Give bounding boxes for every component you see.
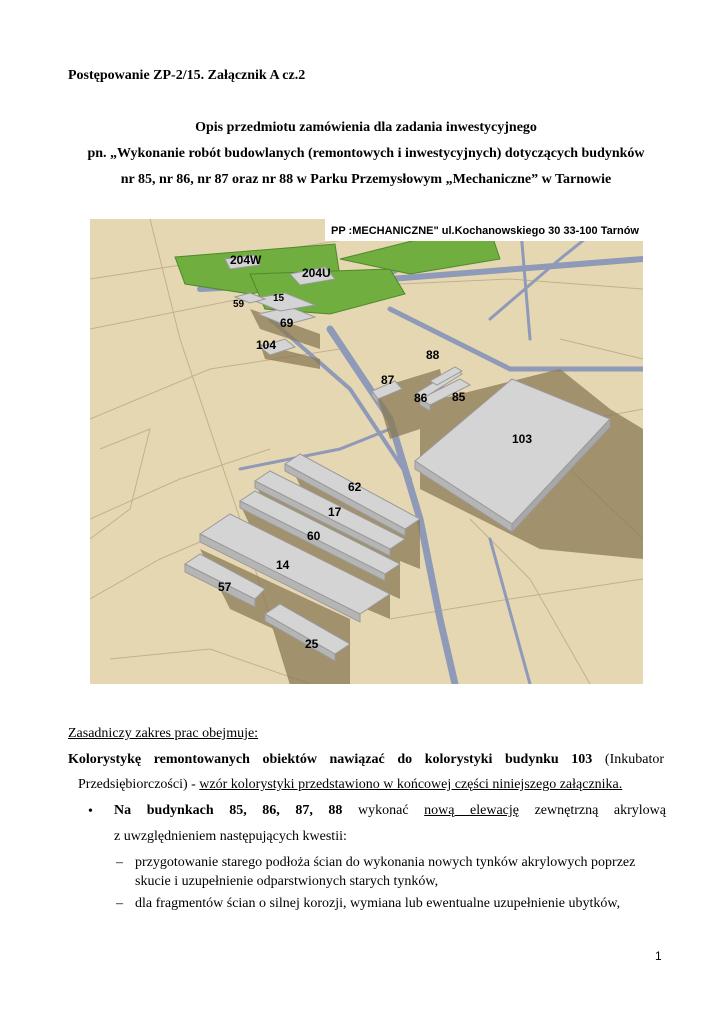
map-label: 69 [280, 316, 294, 330]
map-label: 88 [426, 348, 440, 362]
dash-item-1-line-1: przygotowanie starego podłoża ścian do wykonania nowych tynków akrylowych poprzez [135, 855, 636, 870]
paragraph-paren: (Inkubator [604, 752, 664, 767]
map-label: 15 [273, 293, 285, 304]
scope-heading: Zasadniczy zakres prac obejmuje: [68, 726, 259, 741]
dash-marker: – [116, 855, 123, 870]
dash-marker: – [116, 896, 123, 911]
paragraph-line2-start: Przedsiębiorczości) - [78, 777, 200, 792]
title-line-3: nr 85, nr 86, nr 87 oraz nr 88 w Parku Przemysłowym „Mechaniczne” w Tarnowie [120, 172, 612, 187]
map-label: 204U [302, 266, 331, 280]
dash-item-2-line-1: dla fragmentów ścian o silnej korozji, wymiana lub ewentualne uzupełnienie ubytków, [135, 896, 621, 911]
map-label: 62 [348, 480, 362, 494]
site-map-image [90, 219, 643, 684]
map-label: 59 [233, 299, 245, 310]
page-number: 1 [655, 949, 662, 963]
paragraph-line-2 [78, 777, 622, 793]
map-label: 60 [307, 529, 321, 543]
bullet-line-2: z uwzględnieniem następujących kwestii: [114, 829, 347, 844]
map-banner: PP :MECHANICZNE" ul.Kochanowskiego 30 33-100 Tarnów [331, 225, 639, 237]
bullet-text1: wykonać [358, 803, 409, 818]
map-label: 87 [381, 373, 395, 387]
map-label: 103 [512, 432, 533, 446]
paragraph-link[interactable]: wzór kolorystyki przedstawiono w końcowej części niniejszego załącznika. [199, 777, 623, 792]
bullet-bold: Na budynkach 85, 86, 87, 88 [114, 803, 343, 818]
title-line-2: pn. „Wykonanie robót budowlanych (remontowych i inwestycyjnych) dotyczących budynków [87, 146, 645, 161]
bullet-link[interactable]: nową elewację [424, 803, 520, 818]
paragraph-line-1 [68, 752, 664, 768]
map-label: 25 [305, 637, 319, 651]
paragraph-bold-lead: Kolorystykę remontowanych obiektów nawiązać do kolorystyki budynku 103 [68, 752, 593, 767]
map-label: 85 [452, 390, 466, 404]
map-label: 14 [276, 558, 290, 572]
map-label: 57 [218, 580, 232, 594]
bullet-text2: zewnętrzną akrylową [534, 803, 666, 818]
title-line-1: Opis przedmiotu zamówienia dla zadania inwestycyjnego [195, 120, 537, 135]
bullet-line-1 [114, 803, 666, 819]
map-label: 204W [230, 253, 262, 267]
map-label: 104 [256, 338, 277, 352]
document-header: Postępowanie ZP-2/15. Załącznik A cz.2 [68, 68, 306, 83]
map-label: 17 [328, 505, 342, 519]
map-label: 86 [414, 391, 428, 405]
dash-item-1-line-2: skucie i uzupełnienie odparstwionych starych tynków, [135, 874, 439, 889]
bullet-marker: • [88, 804, 93, 819]
